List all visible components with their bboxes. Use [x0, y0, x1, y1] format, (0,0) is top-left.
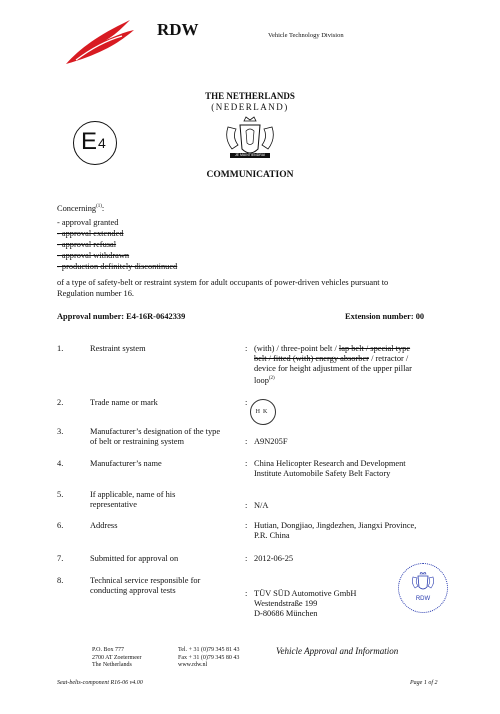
- footer-address-line-3: The Netherlands: [92, 662, 132, 668]
- item-1-value-p3: device for height adjustment of the upper pillar: [254, 364, 412, 373]
- item-1-value: [254, 344, 444, 386]
- item-8-colon: :: [245, 589, 248, 598]
- item-6-value-line-1: Hutian, Dongjiao, Jingdezhen, Jiangxi Province,: [254, 521, 417, 530]
- item-6-value: [254, 521, 444, 541]
- item-3-label-line-1: Manufacturer’s designation of the type: [90, 427, 221, 436]
- rdw-stamp: [398, 563, 448, 613]
- option-granted: - approval granted: [57, 218, 119, 227]
- concerning-label: [57, 202, 104, 214]
- footer-tel: Tel. + 31 (0)79 345 81 43: [178, 647, 240, 653]
- e-mark-letter: E: [81, 128, 98, 155]
- item-7-number: 7.: [57, 554, 64, 563]
- communication-heading: COMMUNICATION: [206, 170, 294, 180]
- option-discontinued: - production definitely discontinued: [57, 262, 178, 271]
- item-8-value-line-2: Westendstraße 199: [254, 599, 318, 608]
- option-refusal: - approval refusal: [57, 240, 117, 249]
- option-withdrawn: - approval withdrawn: [57, 251, 130, 260]
- division-name: Vehicle Technology Division: [268, 32, 344, 39]
- item-3-colon: :: [245, 437, 248, 446]
- item-1-value-sup: (2): [268, 376, 275, 381]
- rdw-logo-icon: [62, 14, 140, 70]
- item-8-value-line-1: TÜV SÜD Automotive GmbH: [254, 589, 357, 598]
- item-6-value-line-2: P.R. China: [254, 531, 290, 540]
- item-8-label-line-1: Technical service responsible for: [90, 576, 201, 585]
- concerning-sup: (1): [96, 204, 102, 209]
- item-7-value: 2012-06-25: [254, 554, 294, 563]
- item-1-value-p1-struck: lap belt / special type: [338, 344, 411, 353]
- item-1-value-p4: loop: [254, 375, 269, 385]
- footer-address: [92, 647, 142, 670]
- footer-web[interactable]: www.rdw.nl: [178, 662, 208, 668]
- item-4-colon: :: [245, 459, 248, 468]
- e-mark: [73, 121, 117, 165]
- item-2-colon: :: [245, 398, 248, 407]
- item-4-label: Manufacturer’s name: [90, 459, 162, 468]
- approval-number: Approval number: E4-16R-0642339: [57, 312, 186, 321]
- item-4-number: 4.: [57, 459, 64, 468]
- item-7-colon: :: [245, 554, 248, 563]
- item-3-label-line-2: of belt or restraining system: [90, 437, 184, 446]
- subject-line-1: of a type of safety-belt or restraint system for adult occupants of power-driven vehicles pursuant to: [57, 278, 389, 287]
- item-1-number: 1.: [57, 344, 64, 353]
- footer-fax: Fax + 31 (0)79 345 80 43: [178, 654, 240, 661]
- concerning-text: Concerning: [57, 203, 97, 213]
- item-1-value-p2: / retractor /: [368, 354, 409, 363]
- item-6-colon: :: [245, 521, 248, 530]
- item-5-number: 5.: [57, 490, 64, 499]
- emblem-motto: JE MAINTIENDRAI: [234, 153, 266, 157]
- item-1-colon: :: [245, 344, 248, 353]
- item-5-label-line-2: representative: [90, 500, 137, 509]
- item-5-label-line-1: If applicable, name of his: [90, 490, 176, 499]
- item-8-label-line-2: conducting approval tests: [90, 586, 176, 595]
- page-number: Page 1 of 2: [410, 680, 438, 686]
- country-native: (NEDERLAND): [211, 102, 289, 112]
- item-6-label: Address: [90, 521, 118, 530]
- trade-mark-logo: [250, 399, 276, 425]
- item-2-label: Trade name or mark: [90, 398, 158, 407]
- trade-mark-letters: HK: [255, 409, 271, 415]
- footer-contact: [178, 647, 239, 670]
- item-3-value: A9N205F: [254, 437, 288, 446]
- item-8-number: 8.: [57, 576, 64, 585]
- e-mark-number: 4: [98, 135, 106, 151]
- item-1-value-p2-struck: belt / fitted (with) energy absorber: [254, 354, 369, 363]
- item-8-label: [90, 576, 240, 596]
- footer-address-line-2: 2700 AT Zoetermeer: [92, 654, 142, 661]
- document-id: Seat-belts-component R16-06 v4.00: [57, 680, 143, 686]
- item-1-label: Restraint system: [90, 344, 146, 353]
- item-3-number: 3.: [57, 427, 64, 436]
- item-5-label: [90, 490, 240, 510]
- item-4-value: [254, 459, 444, 479]
- subject-line-2: Regulation number 16.: [57, 289, 134, 298]
- concerning-suffix: :: [101, 203, 105, 213]
- option-extended: - approval extended: [57, 229, 124, 238]
- country-title: THE NETHERLANDS: [205, 91, 295, 101]
- item-5-colon: :: [245, 501, 248, 510]
- item-6-number: 6.: [57, 521, 64, 530]
- item-7-label: Submitted for approval on: [90, 554, 179, 563]
- item-4-value-line-1: China Helicopter Research and Development: [254, 459, 406, 468]
- item-3-label: [90, 427, 240, 447]
- item-5-value: N/A: [254, 501, 269, 510]
- item-1-value-p1: (with) / three-point belt /: [254, 344, 339, 353]
- footer-address-line-1: P.O. Box 777: [92, 647, 125, 653]
- extension-number: Extension number: 00: [345, 312, 425, 321]
- item-2-number: 2.: [57, 398, 64, 407]
- org-name: RDW: [157, 20, 199, 39]
- footer-tagline: Vehicle Approval and Information: [276, 646, 399, 656]
- item-8-value-line-3: D-80686 München: [254, 609, 318, 618]
- stamp-emblem-icon: [410, 572, 436, 594]
- stamp-text: RDW: [415, 596, 431, 602]
- item-4-value-line-2: Institute Automobile Safety Belt Factory: [254, 469, 391, 478]
